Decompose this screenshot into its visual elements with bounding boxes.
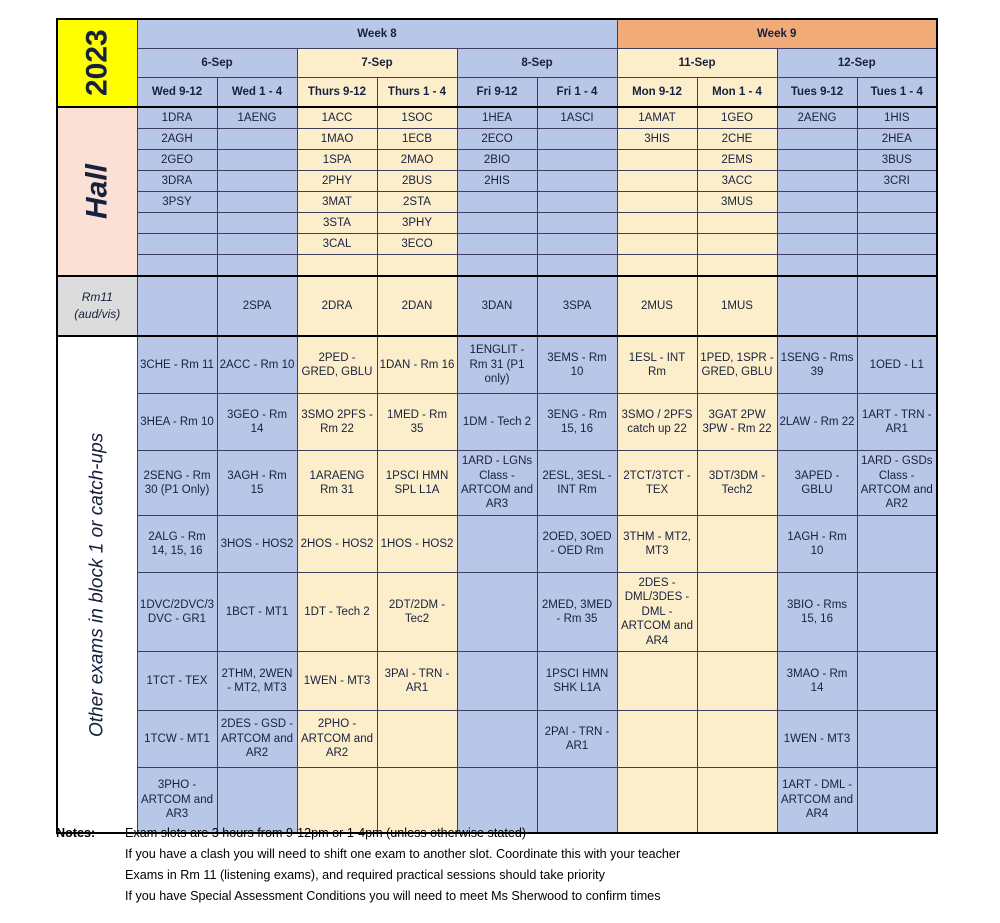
other-cell-r7-c8 <box>697 711 777 768</box>
other-cell-r6-c1: 1TCT - TEX <box>137 652 217 711</box>
hall-cell-r8-c1 <box>137 255 217 277</box>
hall-cell-r8-c9 <box>777 255 857 277</box>
year-label-cell <box>57 19 137 107</box>
hall-cell-r5-c2 <box>217 192 297 213</box>
hall-cell-r6-c3: 3STA <box>297 213 377 234</box>
hall-cell-r4-c7 <box>617 171 697 192</box>
hall-cell-r7-c5 <box>457 234 537 255</box>
other-cell-r3-c3: 1ARAENG Rm 31 <box>297 451 377 516</box>
session-header-5: Fri 9-12 <box>457 78 537 108</box>
other-cell-r2-c10: 1ART - TRN - AR1 <box>857 394 937 451</box>
hall-cell-r6-c7 <box>617 213 697 234</box>
other-cell-r5-c5 <box>457 573 537 652</box>
year-label: 2023 <box>80 29 114 97</box>
other-cell-r4-c3: 2HOS - HOS2 <box>297 516 377 573</box>
session-header-6: Fri 1 - 4 <box>537 78 617 108</box>
date-header-4: 11-Sep <box>617 49 777 78</box>
hall-cell-r5-c1: 3PSY <box>137 192 217 213</box>
other-cell-r5-c7: 2DES - DML/3DES - DML - ARTCOM and AR4 <box>617 573 697 652</box>
hall-cell-r4-c2 <box>217 171 297 192</box>
hall-cell-r8-c7 <box>617 255 697 277</box>
session-header-1: Wed 9-12 <box>137 78 217 108</box>
other-cell-r8-c7 <box>617 768 697 834</box>
hall-cell-r6-c4: 3PHY <box>377 213 457 234</box>
rm11-label-line1: Rm11 <box>81 290 113 305</box>
note-line: If you have Special Assessment Conditions you will need to meet Ms Sherwood to confirm times <box>125 889 661 903</box>
hall-cell-r1-c7: 1AMAT <box>617 107 697 129</box>
hall-cell-r3-c4: 2MAO <box>377 150 457 171</box>
section-label-hall <box>57 107 137 276</box>
hall-cell-r5-c5 <box>457 192 537 213</box>
other-cell-r5-c3: 1DT - Tech 2 <box>297 573 377 652</box>
hall-cell-r6-c9 <box>777 213 857 234</box>
hall-cell-r7-c7 <box>617 234 697 255</box>
hall-cell-r7-c9 <box>777 234 857 255</box>
rm11-label-text <box>58 277 137 335</box>
other-cell-r2-c1: 3HEA - Rm 10 <box>137 394 217 451</box>
hall-cell-r8-c10 <box>857 255 937 277</box>
other-cell-r6-c3: 1WEN - MT3 <box>297 652 377 711</box>
other-cell-r3-c9: 3APED - GBLU <box>777 451 857 516</box>
notes-row <box>56 868 956 882</box>
other-cell-r8-c10 <box>857 768 937 834</box>
other-cell-r6-c10 <box>857 652 937 711</box>
other-cell-r5-c4: 2DT/2DM - Tec2 <box>377 573 457 652</box>
other-cell-r7-c2: 2DES - GSD - ARTCOM and AR2 <box>217 711 297 768</box>
other-cell-r1-c7: 1ESL - INT Rm <box>617 336 697 394</box>
other-cell-r5-c8 <box>697 573 777 652</box>
other-cell-r3-c4: 1PSCI HMN SPL L1A <box>377 451 457 516</box>
hall-cell-r2-c9 <box>777 129 857 150</box>
session-header-9: Tues 9-12 <box>777 78 857 108</box>
other-cell-r3-c6: 2ESL, 3ESL - INT Rm <box>537 451 617 516</box>
rm11-cell-c5: 3DAN <box>457 276 537 336</box>
session-header-4: Thurs 1 - 4 <box>377 78 457 108</box>
rm11-label-line2: (aud/vis) <box>74 307 121 321</box>
other-cell-r7-c5 <box>457 711 537 768</box>
rm11-cell-c2: 2SPA <box>217 276 297 336</box>
other-cell-r4-c7: 3THM - MT2, MT3 <box>617 516 697 573</box>
other-cell-r2-c8: 3GAT 2PW 3PW - Rm 22 <box>697 394 777 451</box>
hall-cell-r4-c1: 3DRA <box>137 171 217 192</box>
hall-cell-r8-c8 <box>697 255 777 277</box>
session-header-10: Tues 1 - 4 <box>857 78 937 108</box>
other-cell-r2-c9: 2LAW - Rm 22 <box>777 394 857 451</box>
hall-cell-r6-c2 <box>217 213 297 234</box>
other-cell-r4-c2: 3HOS - HOS2 <box>217 516 297 573</box>
other-cell-r4-c10 <box>857 516 937 573</box>
session-header-7: Mon 9-12 <box>617 78 697 108</box>
week-header-2: Week 9 <box>617 19 937 49</box>
hall-cell-r7-c8 <box>697 234 777 255</box>
other-cell-r6-c7 <box>617 652 697 711</box>
rm11-cell-c8: 1MUS <box>697 276 777 336</box>
hall-cell-r3-c5: 2BIO <box>457 150 537 171</box>
notes-row <box>56 826 956 840</box>
hall-cell-r2-c3: 1MAO <box>297 129 377 150</box>
other-cell-r6-c9: 3MAO - Rm 14 <box>777 652 857 711</box>
other-cell-r8-c9: 1ART - DML - ARTCOM and AR4 <box>777 768 857 834</box>
other-cell-r1-c1: 3CHE - Rm 11 <box>137 336 217 394</box>
hall-cell-r4-c9 <box>777 171 857 192</box>
other-cell-r1-c3: 2PED - GRED, GBLU <box>297 336 377 394</box>
date-header-3: 8-Sep <box>457 49 617 78</box>
hall-cell-r5-c4: 2STA <box>377 192 457 213</box>
date-header-5: 12-Sep <box>777 49 937 78</box>
other-cell-r1-c8: 1PED, 1SPR - GRED, GBLU <box>697 336 777 394</box>
other-cell-r2-c4: 1MED - Rm 35 <box>377 394 457 451</box>
other-cell-r3-c2: 3AGH - Rm 15 <box>217 451 297 516</box>
rm11-cell-c3: 2DRA <box>297 276 377 336</box>
other-cell-r6-c4: 3PAI - TRN - AR1 <box>377 652 457 711</box>
hall-cell-r7-c1 <box>137 234 217 255</box>
hall-cell-r2-c10: 2HEA <box>857 129 937 150</box>
hall-cell-r7-c2 <box>217 234 297 255</box>
other-cell-r2-c3: 3SMO 2PFS - Rm 22 <box>297 394 377 451</box>
hall-cell-r4-c6 <box>537 171 617 192</box>
hall-cell-r3-c1: 2GEO <box>137 150 217 171</box>
other-cell-r7-c9: 1WEN - MT3 <box>777 711 857 768</box>
session-header-3: Thurs 9-12 <box>297 78 377 108</box>
exam-timetable <box>56 18 938 834</box>
other-cell-r8-c5 <box>457 768 537 834</box>
hall-cell-r2-c1: 2AGH <box>137 129 217 150</box>
notes-row <box>56 889 956 903</box>
other-cell-r7-c6: 2PAI - TRN - AR1 <box>537 711 617 768</box>
hall-cell-r4-c5: 2HIS <box>457 171 537 192</box>
hall-cell-r1-c3: 1ACC <box>297 107 377 129</box>
hall-cell-r1-c1: 1DRA <box>137 107 217 129</box>
hall-cell-r6-c6 <box>537 213 617 234</box>
other-cell-r2-c5: 1DM - Tech 2 <box>457 394 537 451</box>
other-cell-r8-c8 <box>697 768 777 834</box>
other-cell-r8-c3 <box>297 768 377 834</box>
other-cell-r3-c1: 2SENG - Rm 30 (P1 Only) <box>137 451 217 516</box>
other-cell-r7-c10 <box>857 711 937 768</box>
hall-cell-r7-c10 <box>857 234 937 255</box>
other-cell-r4-c8 <box>697 516 777 573</box>
hall-cell-r3-c8: 2EMS <box>697 150 777 171</box>
hall-cell-r2-c2 <box>217 129 297 150</box>
rm11-cell-c4: 2DAN <box>377 276 457 336</box>
note-line: Exam slots are 3 hours from 9-12pm or 1-4pm (unless otherwise stated) <box>125 826 527 840</box>
other-cell-r1-c4: 1DAN - Rm 16 <box>377 336 457 394</box>
hall-cell-r1-c5: 1HEA <box>457 107 537 129</box>
other-cell-r5-c9: 3BIO - Rms 15, 16 <box>777 573 857 652</box>
other-cell-r6-c8 <box>697 652 777 711</box>
rm11-cell-c6: 3SPA <box>537 276 617 336</box>
other-cell-r1-c5: 1ENGLIT - Rm 31 (P1 only) <box>457 336 537 394</box>
other-cell-r4-c4: 1HOS - HOS2 <box>377 516 457 573</box>
other-cell-r4-c5 <box>457 516 537 573</box>
other-cell-r3-c7: 2TCT/3TCT - TEX <box>617 451 697 516</box>
section-label-rm11 <box>57 276 137 336</box>
other-cell-r5-c1: 1DVC/2DVC/3DVC - GR1 <box>137 573 217 652</box>
other-cell-r7-c1: 1TCW - MT1 <box>137 711 217 768</box>
other-cell-r8-c2 <box>217 768 297 834</box>
hall-cell-r6-c5 <box>457 213 537 234</box>
hall-cell-r5-c7 <box>617 192 697 213</box>
hall-cell-r7-c3: 3CAL <box>297 234 377 255</box>
hall-cell-r7-c4: 3ECO <box>377 234 457 255</box>
other-label-text: Other exams in block 1 or catch-ups <box>86 432 108 737</box>
hall-cell-r3-c6 <box>537 150 617 171</box>
date-header-2: 7-Sep <box>297 49 457 78</box>
hall-cell-r2-c8: 2CHE <box>697 129 777 150</box>
other-cell-r5-c10 <box>857 573 937 652</box>
rm11-cell-c1 <box>137 276 217 336</box>
other-cell-r2-c2: 3GEO - Rm 14 <box>217 394 297 451</box>
other-cell-r1-c9: 1SENG - Rms 39 <box>777 336 857 394</box>
hall-cell-r7-c6 <box>537 234 617 255</box>
other-cell-r3-c8: 3DT/3DM - Tech2 <box>697 451 777 516</box>
notes-label: Notes: <box>56 826 96 840</box>
hall-cell-r1-c2: 1AENG <box>217 107 297 129</box>
other-cell-r3-c10: 1ARD - GSDs Class - ARTCOM and AR2 <box>857 451 937 516</box>
hall-cell-r8-c3 <box>297 255 377 277</box>
hall-cell-r8-c5 <box>457 255 537 277</box>
hall-cell-r6-c10 <box>857 213 937 234</box>
rm11-cell-c9 <box>777 276 857 336</box>
hall-cell-r5-c10 <box>857 192 937 213</box>
hall-cell-r6-c8 <box>697 213 777 234</box>
other-cell-r6-c5 <box>457 652 537 711</box>
other-cell-r8-c1: 3PHO - ARTCOM and AR3 <box>137 768 217 834</box>
hall-cell-r1-c4: 1SOC <box>377 107 457 129</box>
rm11-cell-c7: 2MUS <box>617 276 697 336</box>
notes-section <box>56 826 956 910</box>
hall-cell-r3-c9 <box>777 150 857 171</box>
other-cell-r7-c4 <box>377 711 457 768</box>
hall-cell-r8-c4 <box>377 255 457 277</box>
other-cell-r1-c10: 1OED - L1 <box>857 336 937 394</box>
hall-cell-r1-c9: 2AENG <box>777 107 857 129</box>
other-cell-r4-c6: 2OED, 3OED - OED Rm <box>537 516 617 573</box>
hall-cell-r5-c8: 3MUS <box>697 192 777 213</box>
other-cell-r1-c2: 2ACC - Rm 10 <box>217 336 297 394</box>
hall-cell-r1-c8: 1GEO <box>697 107 777 129</box>
other-cell-r6-c2: 2THM, 2WEN - MT2, MT3 <box>217 652 297 711</box>
other-cell-r5-c2: 1BCT - MT1 <box>217 573 297 652</box>
other-cell-r8-c6 <box>537 768 617 834</box>
other-cell-r6-c6: 1PSCI HMN SHK L1A <box>537 652 617 711</box>
hall-cell-r3-c2 <box>217 150 297 171</box>
other-cell-r7-c7 <box>617 711 697 768</box>
other-cell-r4-c1: 2ALG - Rm 14, 15, 16 <box>137 516 217 573</box>
hall-cell-r3-c7 <box>617 150 697 171</box>
hall-cell-r5-c9 <box>777 192 857 213</box>
hall-cell-r1-c10: 1HIS <box>857 107 937 129</box>
hall-cell-r5-c6 <box>537 192 617 213</box>
other-cell-r5-c6: 2MED, 3MED - Rm 35 <box>537 573 617 652</box>
other-cell-r3-c5: 1ARD - LGNs Class - ARTCOM and AR3 <box>457 451 537 516</box>
hall-cell-r2-c7: 3HIS <box>617 129 697 150</box>
hall-cell-r3-c3: 1SPA <box>297 150 377 171</box>
hall-cell-r4-c8: 3ACC <box>697 171 777 192</box>
hall-cell-r6-c1 <box>137 213 217 234</box>
notes-row <box>56 847 956 861</box>
section-label-other <box>57 336 137 833</box>
other-cell-r7-c3: 2PHO - ARTCOM and AR2 <box>297 711 377 768</box>
hall-cell-r8-c2 <box>217 255 297 277</box>
hall-cell-r8-c6 <box>537 255 617 277</box>
note-line: Exams in Rm 11 (listening exams), and required practical sessions should take priority <box>125 868 605 882</box>
rm11-cell-c10 <box>857 276 937 336</box>
hall-cell-r4-c3: 2PHY <box>297 171 377 192</box>
hall-cell-r4-c10: 3CRI <box>857 171 937 192</box>
date-header-1: 6-Sep <box>137 49 297 78</box>
session-header-8: Mon 1 - 4 <box>697 78 777 108</box>
other-cell-r8-c4 <box>377 768 457 834</box>
note-line: If you have a clash you will need to shift one exam to another slot. Coordinate this with your teacher <box>125 847 681 861</box>
hall-cell-r2-c4: 1ECB <box>377 129 457 150</box>
hall-cell-r2-c5: 2ECO <box>457 129 537 150</box>
other-cell-r2-c7: 3SMO / 2PFS catch up 22 <box>617 394 697 451</box>
session-header-2: Wed 1 - 4 <box>217 78 297 108</box>
hall-cell-r5-c3: 3MAT <box>297 192 377 213</box>
hall-cell-r3-c10: 3BUS <box>857 150 937 171</box>
hall-cell-r2-c6 <box>537 129 617 150</box>
hall-cell-r4-c4: 2BUS <box>377 171 457 192</box>
other-cell-r4-c9: 1AGH - Rm 10 <box>777 516 857 573</box>
other-cell-r1-c6: 3EMS - Rm 10 <box>537 336 617 394</box>
hall-label-text: Hall <box>80 163 114 220</box>
hall-cell-r1-c6: 1ASCI <box>537 107 617 129</box>
other-cell-r2-c6: 3ENG - Rm 15, 16 <box>537 394 617 451</box>
week-header-1: Week 8 <box>137 19 617 49</box>
